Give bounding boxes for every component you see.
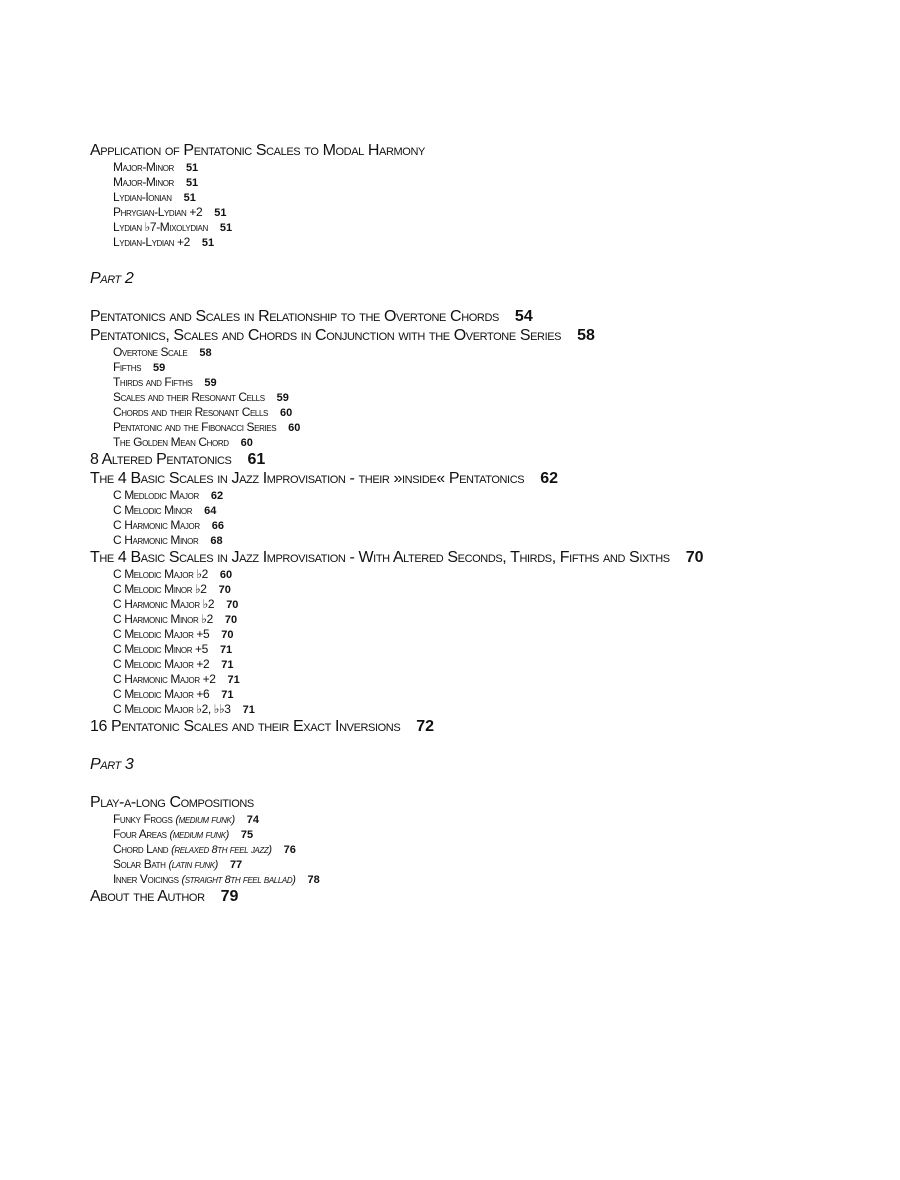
entry-title: C Melodic Major +5	[113, 627, 210, 641]
toc-subentry	[90, 672, 870, 687]
toc-subentry	[90, 872, 870, 887]
page-number: 70	[224, 614, 238, 626]
page-number: 71	[219, 644, 233, 656]
page-number: 77	[229, 859, 243, 871]
page-number: 71	[227, 674, 240, 686]
entry-title: C Melodic Major +6	[113, 687, 210, 701]
entry-title: Scales and their Resonant Cells	[113, 390, 265, 404]
toc-entry	[90, 794, 870, 812]
toc-subentry	[90, 582, 870, 597]
toc-subentry	[90, 175, 870, 190]
toc-entry	[90, 549, 870, 567]
page-number: 58	[199, 347, 212, 359]
page-number: 71	[221, 659, 234, 671]
page-number: 51	[185, 162, 199, 174]
entry-title: Pentatonic and the Fibonacci Series	[113, 420, 277, 434]
part-heading	[90, 269, 870, 289]
toc-subentry	[90, 642, 870, 657]
entry-title: C Melodic Major ♭2	[113, 567, 208, 581]
entry-title: Part 3	[90, 756, 134, 773]
toc-subentry	[90, 375, 870, 390]
toc-entry	[90, 327, 870, 345]
toc-subentry	[90, 827, 870, 842]
toc-subentry	[90, 435, 870, 450]
toc-subentry	[90, 405, 870, 420]
toc-subentry	[90, 842, 870, 857]
entry-title: C Harmonic Major ♭2	[113, 597, 215, 611]
entry-title: C Harmonic Minor	[113, 533, 199, 547]
part-heading	[90, 755, 870, 775]
entry-title: Play-a-long Compositions	[90, 794, 254, 811]
entry-title: The 4 Basic Scales in Jazz Improvisation - With Altered Seconds, Thirds, Fifths and Sixths	[90, 549, 670, 566]
page-number: 75	[240, 829, 254, 841]
page-number: 68	[210, 535, 223, 547]
page-number: 60	[219, 569, 233, 581]
toc-subentry	[90, 597, 870, 612]
page-number: 51	[214, 207, 227, 219]
page-number: 71	[221, 689, 234, 701]
entry-title: The 4 Basic Scales in Jazz Improvisation - their »inside« Pentatonics	[90, 470, 525, 487]
page-number: 60	[279, 407, 293, 419]
page-number: 59	[276, 392, 289, 404]
toc-subentry	[90, 190, 870, 205]
page-number: 76	[283, 844, 296, 856]
entry-title: Major-Minor	[113, 160, 174, 174]
toc-entry	[90, 451, 870, 469]
entry-title: Funky Frogs	[113, 812, 173, 826]
entry-title: Four Areas	[113, 827, 167, 841]
table-of-contents	[90, 141, 870, 906]
entry-style-note: (relaxed 8th feel jazz)	[171, 844, 272, 856]
entry-title: Inner Voicings	[113, 872, 179, 886]
toc-subentry	[90, 220, 870, 235]
toc-subentry	[90, 657, 870, 672]
entry-title: Phrygian-Lydian +2	[113, 205, 203, 219]
page-number: 78	[307, 874, 320, 886]
entry-title: Chord Land	[113, 842, 169, 856]
entry-title: C Melodic Minor	[113, 503, 193, 517]
page-number: 62	[540, 470, 558, 487]
toc-subentry	[90, 420, 870, 435]
page-number: 70	[218, 584, 231, 596]
entry-style-note: (medium funk)	[169, 829, 229, 841]
toc-subentry	[90, 687, 870, 702]
toc-entry	[90, 470, 870, 488]
entry-title: Fifths	[113, 360, 142, 374]
page-number: 70	[226, 599, 239, 611]
entry-title: Lydian-Ionian	[113, 190, 172, 204]
entry-title: C Medlodic Major	[113, 488, 199, 502]
entry-title: Thirds and Fifths	[113, 375, 193, 389]
toc-subentry	[90, 533, 870, 548]
entry-title: The Golden Mean Chord	[113, 435, 229, 449]
toc-subentry	[90, 567, 870, 582]
page-number: 79	[220, 888, 239, 905]
page-number: 70	[221, 629, 234, 641]
entry-title: Pentatonics and Scales in Relationship to the Overtone Chords	[90, 308, 499, 325]
toc-subentry	[90, 612, 870, 627]
page-number: 71	[242, 704, 255, 716]
toc-subentry	[90, 360, 870, 375]
entry-title: C Harmonic Major	[113, 518, 200, 532]
entry-title: C Melodic Major ♭2, ♭♭3	[113, 702, 231, 716]
entry-title: Solar Bath	[113, 857, 166, 871]
toc-subentry	[90, 390, 870, 405]
toc-entry	[90, 308, 870, 326]
toc-subentry	[90, 702, 870, 717]
toc-subentry	[90, 518, 870, 533]
entry-style-note: (medium funk)	[175, 814, 235, 826]
page-number: 58	[577, 327, 595, 344]
page-number: 62	[210, 490, 224, 502]
entry-title: Lydian-Lydian +2	[113, 235, 190, 249]
page-number: 61	[247, 451, 266, 468]
toc-subentry	[90, 205, 870, 220]
entry-title: Pentatonics, Scales and Chords in Conjunction with the Overtone Series	[90, 327, 562, 344]
page-number: 59	[153, 362, 166, 374]
entry-title: C Harmonic Major +2	[113, 672, 216, 686]
page-number: 59	[204, 377, 217, 389]
page-number: 64	[204, 505, 217, 517]
entry-title: Overtone Scale	[113, 345, 188, 359]
toc-entry	[90, 718, 870, 736]
page-number: 70	[685, 549, 704, 566]
toc-subentry	[90, 345, 870, 360]
entry-title: Part 2	[90, 270, 134, 287]
entry-style-note: (latin funk)	[168, 859, 218, 871]
entry-title: Lydian ♭7-Mixolydian	[113, 220, 208, 234]
entry-style-note: (straight 8th feel ballad)	[181, 874, 296, 886]
page-number: 60	[288, 422, 301, 434]
page-number: 60	[240, 437, 253, 449]
toc-subentry	[90, 488, 870, 503]
page-number: 51	[185, 177, 199, 189]
page-number: 72	[416, 718, 435, 735]
entry-title: C Melodic Minor +5	[113, 642, 208, 656]
entry-title: Major-Minor	[113, 175, 174, 189]
entry-title: 16 Pentatonic Scales and their Exact Inversions	[90, 718, 401, 735]
entry-title: C Melodic Major +2	[113, 657, 210, 671]
entry-title: C Melodic Minor ♭2	[113, 582, 207, 596]
entry-title: C Harmonic Minor ♭2	[113, 612, 213, 626]
toc-entry	[90, 888, 870, 906]
toc-subentry	[90, 235, 870, 250]
toc-subentry	[90, 857, 870, 872]
page-number: 51	[219, 222, 233, 234]
entry-title: About the Author	[90, 888, 205, 905]
page-number: 51	[201, 237, 215, 249]
page-number: 54	[514, 308, 533, 325]
toc-subentry	[90, 503, 870, 518]
toc-entry	[90, 142, 870, 160]
entry-title: Chords and their Resonant Cells	[113, 405, 268, 419]
toc-subentry	[90, 812, 870, 827]
toc-subentry	[90, 160, 870, 175]
page-number: 66	[211, 520, 224, 532]
entry-title: Application of Pentatonic Scales to Modal Harmony	[90, 142, 425, 159]
toc-subentry	[90, 627, 870, 642]
page-number: 74	[246, 814, 259, 826]
entry-title: 8 Altered Pentatonics	[90, 451, 232, 468]
page-number: 51	[183, 192, 196, 204]
